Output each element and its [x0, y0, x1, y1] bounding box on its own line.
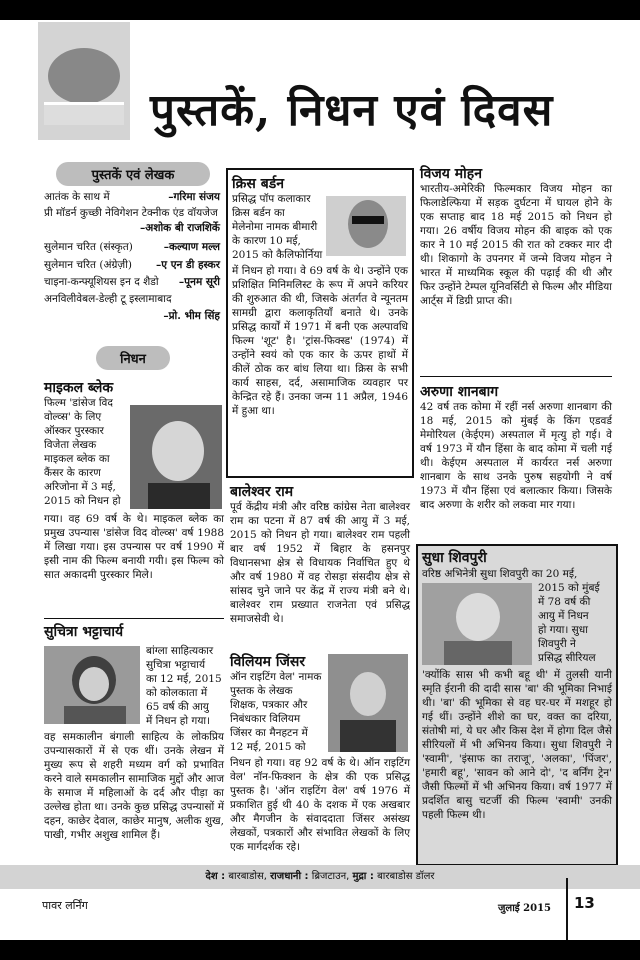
michael-blake-text: गया। वह 69 वर्ष के थे। माइकल ब्लेक का प्रमुख उपन्यास 'डांसेज विद वोल्व्स' वर्ष 1988 में लिखा गया। इस उपन्यास पर वर्ष 1990 में इसी नाम की फिल्म बनायी गयी। इस फिल्म को सात अकादमी पुरस्कार मिले।	[44, 513, 224, 581]
divider	[44, 618, 224, 619]
book-title: प्री मॉडर्न कुच्छी नेविगेशन टेक्नीक एंड वॉयजेज	[44, 207, 218, 219]
william-zinsser-text: निधन हो गया। वह 92 वर्ष के थे। ऑन राइटिंग वेल' नॉन-फिक्शन के क्षेत्र की एक प्रसिद्ध पुस्तक है। 'ऑन राइटिंग वेल' वर्ष 1976 में प्रकाशित हुई थी 40 के दशक में एक अखबार और मैगजीन के संवाददाता जिंसर असंख्य लेखकों, पत्रकारों और संभावित लेखकों के लिए एक मार्गदर्शक रहे।	[230, 757, 410, 853]
open-book-icon	[44, 102, 124, 125]
book-row	[44, 275, 220, 290]
book-row	[44, 258, 220, 273]
book-row	[44, 240, 220, 255]
michael-blake-name: माइकल ब्लेक	[44, 380, 114, 396]
issue-date: जुलाई 2015	[498, 903, 552, 914]
book-title: चाइना-कन्फ्यूशियस इन द शैडो	[44, 276, 159, 288]
chris-burden-text: में निधन हो गया। वे 69 वर्ष के थे। उन्होंने एक प्रशिक्षित मिनिमलिस्ट के रूप में अपने करियर की शुरुआत की थी, जिसके अंतर्गत वे न्यूनतम सामग्री द्वारा कलाकृतियाँ बनाते थे। उनके प्रसिद्ध कार्यों में 1971 में बनी एक अल्पावधि फिल्म 'शूट' है। 'ट्रांस-फिक्स्ड' (1974) में उन्होंने स्वयं को एक कार के ऊपर हाथों में कीलें ठोक कर बांध लिया था। क्रिस के सभी कार्य साहस, दर्द, असामाजिक व्यवहार पर केन्द्रित रहे हैं। उनका जन्म 11 अप्रैल, 1946 में हुआ था।	[232, 265, 408, 417]
vijay-mohan-text: भारतीय-अमेरिकी फिल्मकार विजय मोहन का फिलाडेल्फिया में सड़क दुर्घटना में घायल होने के एक सप्ताह बाद 18 मई 2015 को निधन हो गया। 26 वर्षीय विजय मोहन की बाइक को एक कार ने 10 मई 2015 की रात को टक्कर मार दी थी। शिकागो के उपनगर में जन्मे विजय मोहन ने भारत में माध्यमिक स्कूल की पढ़ाई की थी और फिर उन्होंने टेम्पल यूनिवर्सिटी से फिल्म और मीडिया आर्ट्स में डिग्री प्राप्त की।	[420, 183, 612, 307]
sudha-shivpuri-intro: वरिष्ठ अभिनेत्री सुधा शिवपुरी का 20 मई,	[422, 568, 578, 580]
aruna-shanbaug-text: 42 वर्ष तक कोमा में रहीं नर्स अरुणा शानबाग की 18 मई, 2015 को मुंबई के किंग एडवर्ड मेमोरियल (केईएम) अस्पताल में मृत्यु हो गई। वे वर्ष 1973 में यौन हिंसा के बाद कोमा में चली गई थी। केईएम अस्पताल में कार्यरत नर्स अरुणा शानबाग के साथ उनके पुरुष सहयोगी ने वर्ष 1973 में यौन हिंसा एवं बलात्कार किया। जिसके बाद अरुणा के शरीर को लकवा मार गया।	[420, 401, 612, 511]
portrait-icon	[328, 654, 408, 752]
book-author: –प्रो. भीम सिंह	[163, 310, 220, 322]
book-author: –पूनम सूरी	[178, 276, 220, 288]
globe-icon	[48, 48, 120, 104]
magazine-page	[0, 20, 640, 940]
capital-label: राजधानी :	[270, 871, 309, 882]
sudha-shivpuri-photo	[422, 583, 532, 665]
book-author: –ए एन डी हस्कर	[155, 259, 220, 271]
country-value: बारबाडोस,	[228, 871, 267, 882]
currency-label: मुद्रा :	[352, 871, 374, 882]
page-number: 13	[574, 894, 595, 912]
portrait-icon	[44, 646, 140, 724]
sudha-shivpuri-name: सुधा शिवपुरी	[422, 550, 487, 566]
suchitra-intro: बांग्ला साहित्यकार सुचित्रा भट्टाचार्य का 12 मई, 2015 को कोलकाता में 65 वर्ष की आयु में निधन हो गया।	[146, 645, 222, 727]
deaths-heading: निधन	[96, 346, 170, 370]
currency-value: बारबाडोस डॉलर	[377, 871, 435, 882]
books-heading: पुस्तकें एवं लेखक	[56, 162, 210, 186]
chris-burden-photo	[326, 196, 406, 256]
suchitra-photo	[44, 646, 140, 724]
portrait-icon	[422, 583, 532, 665]
book-row	[44, 190, 220, 205]
suchitra-text: वह समकालीन बंगाली साहित्य के लोकप्रिय उपन्यासकारों में से एक थीं। उनके लेखन में मुख्य रूप से शहरी मध्यम वर्ग को प्रभावित करने वाले समकालीन सामाजिक मुद्दों और आज के समाज में महिलाओं के दर्द और पीड़ा का उल्लेख होता था। उनके कुछ प्रसिद्ध उपन्यासों में दहन, काछेर देवाल, काछेर मानुष, अलीक शुख, पाखी, गभीर अशुख शामिल हैं।	[44, 731, 224, 841]
book-author: –कल्याण मल्ल	[163, 241, 220, 253]
divider	[420, 376, 612, 377]
book-title: आतंक के साथ में	[44, 191, 110, 203]
sudha-shivpuri-intro-lines: 2015 को मुंबई में 78 वर्ष की आयु में निधन हो गया। सुधा शिवपुरी ने प्रसिद्ध सीरियल	[538, 582, 600, 664]
book-author: –गरिमा संजय	[168, 191, 220, 203]
baleshwar-ram-text: पूर्व केंद्रीय मंत्री और वरिष्ठ कांग्रेस नेता बालेश्वर राम का पटना में 87 वर्ष की आयु में 3 मई, 2015 को निधन हो गया। बालेश्वर राम पहली बार वर्ष 1952 में बिहार के हसनपुर विधानसभा क्षेत्र से विधायक निर्वाचित हुए थे और वर्ष 1980 में वह रोसड़ा संसदीय क्षेत्र से सांसद चुने जाने पर केंद्र में राज्य मंत्री बने थे। बालेश्वर राम प्रख्यात राजनेता एवं प्रसिद्ध समाजसेवी थे।	[230, 501, 410, 625]
portrait-icon	[130, 405, 222, 509]
book-title: सुलेमान चरित (अंग्रेज़ी)	[44, 259, 133, 271]
country-info-bar	[0, 865, 640, 889]
william-zinsser-intro: ऑन राइटिंग वेल' नामक पुस्तक के लेखक शिक्षक, पत्रकार और निबंधकार विलियम जिंसर का मैनहटन में 12 मई, 2015 को	[230, 671, 322, 753]
sudha-shivpuri-text: 'क्योंकि सास भी कभी बहू थी' में तुलसी यानी स्मृति ईरानी की दादी सास 'बा' की भूमिका निभाई थी। 'बा' की भूमिका से वह घर-घर में मशहूर हो गई थीं। उन्होंने शीशे का घर, वक्त का दरिया, संतोषी मां, ये घर और किस देश में होगा दिल जैसे सीरियलों में भी अभिनय किया। सुधा शिवपुरी ने 'स्वामी', 'इंसाफ का तराजू', 'अलका', 'पिंजर', 'हमारी बहू', 'सावन को आने दो', 'द बर्निंग ट्रेन' जैसी फिल्मों में भी अभिनय किया। वर्ष 1977 में प्रदर्शित बासु चटर्जी की फिल्म 'स्वामी' उनकी पहली फिल्म थी।	[422, 669, 612, 821]
william-zinsser-name: विलियम जिंसर	[230, 654, 306, 670]
book-title: सुलेमान चरित (संस्कृत)	[44, 241, 133, 253]
vijay-mohan-name: विजय मोहन	[420, 166, 482, 182]
brand-name: पावर लर्निंग	[42, 899, 88, 912]
capital-value: ब्रिजटाउन,	[311, 871, 350, 882]
chris-burden-intro: प्रसिद्ध पॉप कलाकार क्रिस बर्डन का मेलेनोमा नामक बीमारी के कारण 10 मई, 2015 को कैलिफोर्निया	[232, 193, 323, 261]
suchitra-name: सुचित्रा भट्टाचार्य	[44, 624, 124, 640]
chris-burden-name: क्रिस बर्डन	[232, 176, 284, 192]
william-zinsser-photo	[328, 654, 408, 752]
baleshwar-ram-name: बालेश्वर राम	[230, 484, 294, 500]
country-label: देश :	[205, 871, 226, 882]
michael-blake-photo	[130, 405, 222, 509]
page-divider	[566, 878, 568, 940]
book-author: –अशोक बी राजशिर्के	[140, 222, 220, 234]
book-title: अनविलीवेबल-डेल्ही टू इस्लामाबाद	[44, 293, 172, 305]
portrait-icon	[326, 196, 406, 256]
education-logo	[38, 22, 130, 140]
michael-blake-intro: फिल्म 'डांसेज विद वोल्व्स' के लिए ऑस्कर पुरस्कार विजेता लेखक माइकल ब्लेक का कैंसर के कारण अरिजोना में 3 मई, 2015 को निधन हो	[44, 397, 121, 507]
aruna-shanbaug-name: अरुणा शानबाग	[420, 384, 499, 400]
page-title: पुस्तकें, निधन एवं दिवस	[150, 85, 554, 136]
